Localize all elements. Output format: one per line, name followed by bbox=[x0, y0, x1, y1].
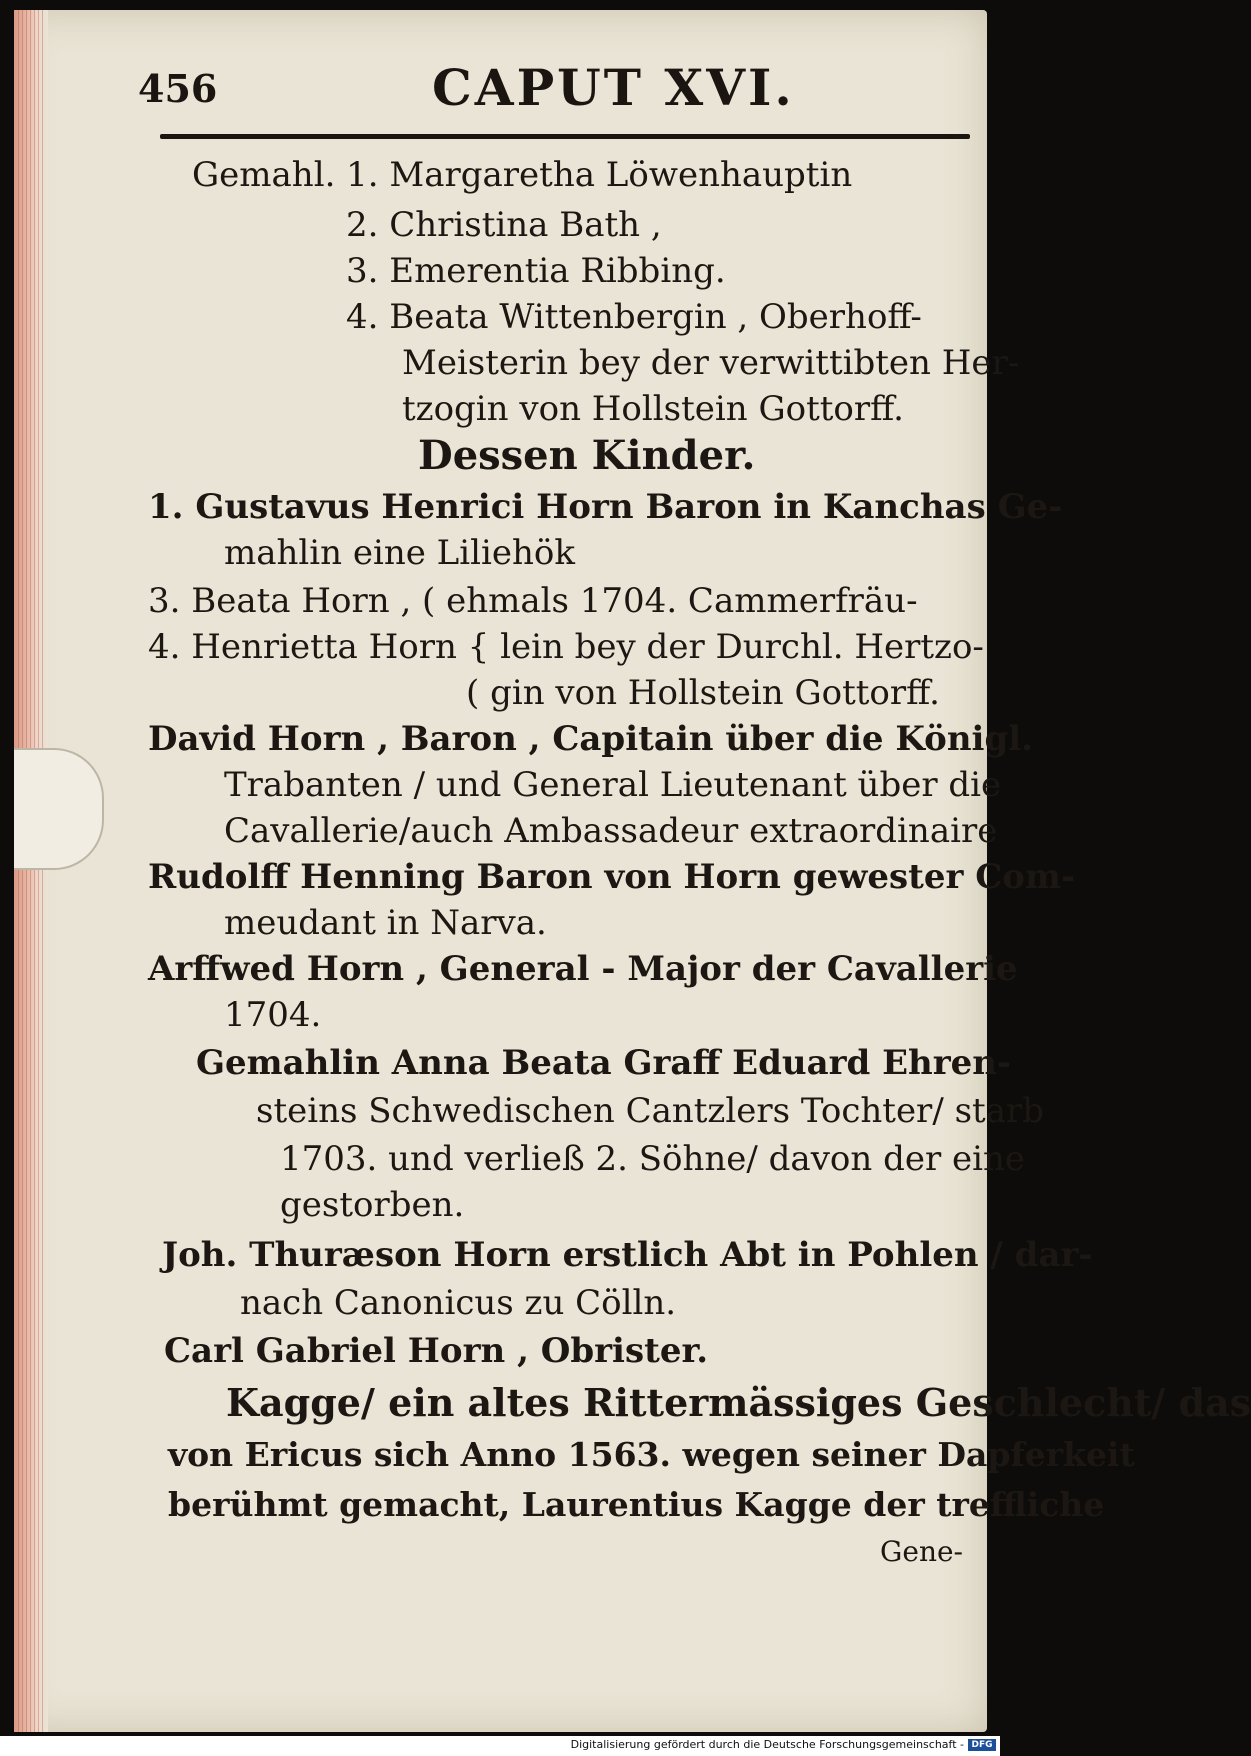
text-line: 2. Christina Bath , bbox=[346, 205, 662, 245]
text-line: berühmt gemacht, Laurentius Kagge der treffliche bbox=[168, 1485, 1105, 1524]
text-line: 1704. bbox=[224, 995, 322, 1035]
text-line: 4. Henrietta Horn { lein bey der Durchl. Hertzo- bbox=[148, 627, 984, 667]
header-rule bbox=[160, 134, 970, 139]
text-line: tzogin von Hollstein Gottorff. bbox=[402, 389, 904, 429]
text-line: Gemahl. 1. Margaretha Löwenhauptin bbox=[192, 155, 853, 195]
text-line: gestorben. bbox=[280, 1185, 465, 1225]
text-line: Gemahlin Anna Beata Graff Eduard Ehren- bbox=[196, 1043, 1012, 1083]
running-title: CAPUT XVI. bbox=[432, 58, 795, 117]
text-line: mahlin eine Liliehök bbox=[224, 533, 575, 573]
text-line: nach Canonicus zu Cölln. bbox=[240, 1283, 677, 1323]
text-line: von Ericus sich Anno 1563. wegen seiner Dapferkeit bbox=[168, 1435, 1135, 1474]
text-line: 3. Beata Horn , ( ehmals 1704. Cammerfräu- bbox=[148, 581, 918, 621]
page-header bbox=[132, 58, 972, 118]
text-line: meudant in Narva. bbox=[224, 903, 547, 943]
text-line: Arffwed Horn , General - Major der Cavallerie bbox=[148, 949, 1018, 989]
text-line: ( gin von Hollstein Gottorff. bbox=[466, 673, 940, 713]
page-edge bbox=[14, 10, 48, 1732]
page-number: 456 bbox=[138, 66, 218, 111]
text-line: David Horn , Baron , Capitain über die Königl. bbox=[148, 719, 1033, 759]
page-edge-lines bbox=[18, 10, 44, 1732]
text-line: Joh. Thuræson Horn erstlich Abt in Pohlen / dar- bbox=[162, 1235, 1093, 1275]
text-line: 1. Gustavus Henrici Horn Baron in Kanchas Ge- bbox=[148, 487, 1063, 527]
page-tab-marker bbox=[14, 748, 104, 870]
dfg-logo-icon: DFG bbox=[968, 1739, 996, 1751]
text-line: Kagge/ ein altes Rittermässiges Geschlecht/ das bbox=[226, 1380, 1251, 1425]
catchword: Gene- bbox=[880, 1535, 964, 1568]
section-heading: Dessen Kinder. bbox=[418, 432, 756, 479]
text-line: Trabanten / und General Lieutenant über die bbox=[224, 765, 1002, 805]
text-line: Cavallerie/auch Ambassadeur extraordinaire bbox=[224, 811, 998, 851]
text-line: 4. Beata Wittenbergin , Oberhoff- bbox=[346, 297, 922, 337]
text-line: Rudolff Henning Baron von Horn gewester Com- bbox=[148, 857, 1076, 897]
text-line: 1703. und verließ 2. Söhne/ davon der eine bbox=[280, 1139, 1026, 1179]
text-line: Meisterin bey der verwittibten Her- bbox=[402, 343, 1020, 383]
text-line: steins Schwedischen Cantzlers Tochter/ starb bbox=[256, 1091, 1044, 1131]
text-line: Carl Gabriel Horn , Obrister. bbox=[164, 1331, 709, 1371]
footer-bar bbox=[0, 1736, 1000, 1756]
footer-credit: Digitalisierung gefördert durch die Deutsche Forschungsgemeinschaft - bbox=[570, 1738, 964, 1751]
text-line: 3. Emerentia Ribbing. bbox=[346, 251, 726, 291]
